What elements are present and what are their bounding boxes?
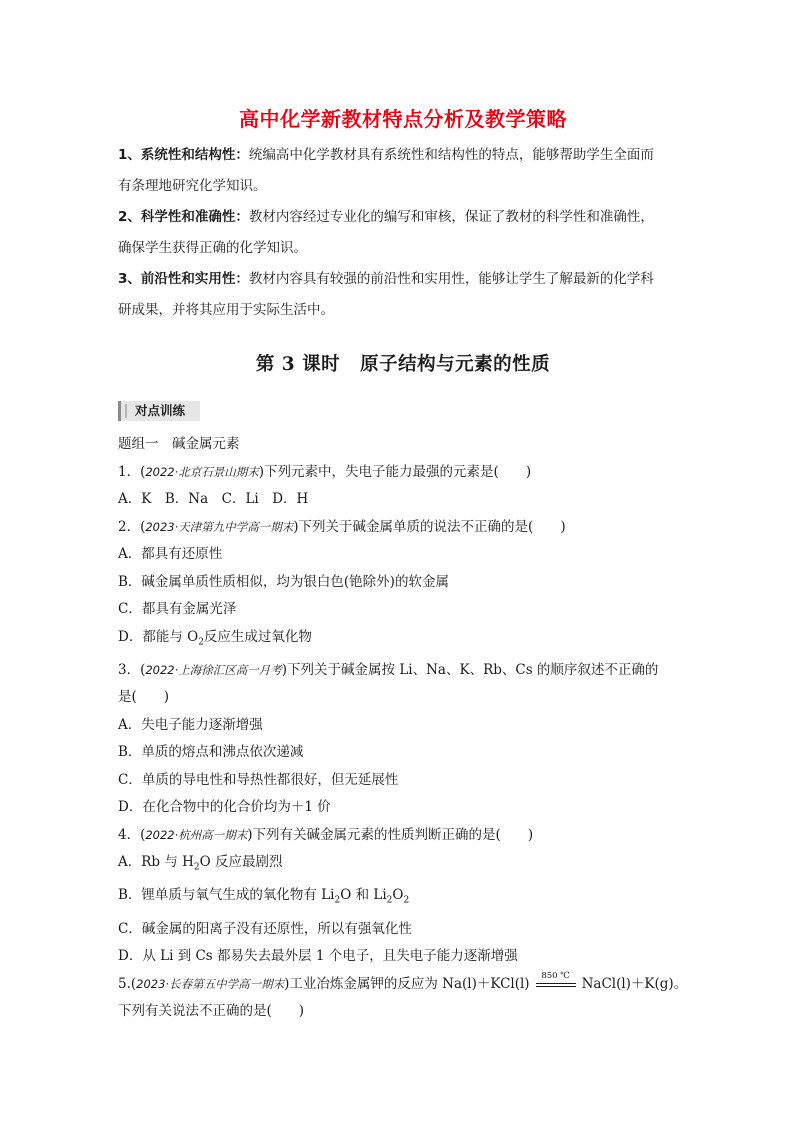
question-5-stem-cont: 下列有关说法不正确的是( )	[118, 1003, 305, 1020]
question-source: 2023·天津第九中学高一期末	[145, 519, 294, 534]
question-2-option-d: D．都能与 $O_2$反应生成过氧化物	[118, 628, 312, 648]
question-4-stem: 4．(2022·杭州高一期末)下列有关碱金属元素的性质判断正确的是( )	[118, 826, 534, 843]
question-source: 2022·北京石景山期末	[145, 464, 259, 479]
question-2-option-c: C．都具有金属光泽	[118, 601, 237, 617]
question-4-option-d: D．从 Li 到 Cs 都易失去最外层 1 个电子，且失电子能力逐渐增强	[118, 948, 518, 965]
questions	[118, 431, 688, 1026]
intro-label: 2、科学性和准确性：	[118, 209, 249, 225]
intro-label: 1、系统性和结构性：	[118, 147, 249, 163]
reaction-equals-sign	[534, 971, 578, 991]
intro-item-2-cont: 确保学生获得正确的化学知识。	[118, 240, 307, 256]
question-source: 2023·长春第五中学高一期末	[136, 976, 285, 991]
question-3-option-a: A．失电子能力逐渐增强	[118, 716, 263, 733]
question-4-option-b: B．锂单质与氧气生成的氧化物有 $Li_2O$ 和 $Li_2O_2$	[118, 887, 410, 907]
question-3-option-d: D．在化合物中的化合价均为＋1 价	[118, 799, 331, 816]
intro-item-3-cont: 研成果，并将其应用于实际生活中。	[118, 302, 334, 318]
question-source: 2022·上海徐汇区高一月考	[145, 662, 282, 677]
question-4-option-c: C．碱金属的阳离子没有还原性，所以有强氧化性	[118, 920, 412, 937]
question-4-option-a: A．Rb 与 $H_2O$ 反应最剧烈	[118, 854, 283, 873]
question-3-option-b: B．单质的熔点和沸点依次递减	[118, 744, 304, 761]
reaction-condition: 850 ℃	[541, 971, 570, 982]
question-3-option-c: C．单质的导电性和导热性都很好，但无延展性	[118, 771, 399, 788]
intro-label: 3、前沿性和实用性：	[118, 271, 249, 287]
lesson-title: 第 3 课时 原子结构与元素的性质	[255, 354, 551, 375]
intro-item-2: 2、科学性和准确性：教材内容经过专业化的编写和审核，保证了教材的科学性和准确性，	[118, 209, 654, 225]
question-3-stem-cont: 是( )	[118, 689, 170, 706]
question-2-option-a: A．都具有还原性	[118, 546, 223, 562]
question-3-stem: 3．(2022·上海徐汇区高一月考)下列关于碱金属按 Li、Na、K、Rb、Cs 的顺序叙述不正确的	[118, 661, 659, 678]
question-source: 2022·杭州高一期末	[145, 827, 248, 842]
intro-section	[118, 140, 688, 326]
group-title: 题组一 碱金属元素	[118, 436, 240, 452]
intro-item-1: 1、系统性和结构性：统编高中化学教材具有系统性和结构性的特点，能够帮助学生全面而	[118, 147, 654, 163]
main-title: 高中化学新教材特点分析及教学策略	[239, 107, 567, 131]
section-tag: 对点训练	[118, 401, 200, 421]
question-1-options: A．K B．Na C．Li D．H	[118, 491, 309, 507]
intro-item-1-cont: 有条理地研究化学知识。	[118, 178, 267, 194]
question-1-stem: 1．(2022·北京石景山期末)下列元素中，失电子能力最强的元素是( )	[118, 463, 532, 480]
question-2-stem: 2．(2023·天津第九中学高一期末)下列关于碱金属单质的说法不正确的是( )	[118, 518, 566, 535]
intro-item-3: 3、前沿性和实用性：教材内容具有较强的前沿性和实用性，能够让学生了解最新的化学科	[118, 271, 654, 287]
question-5-stem: 5.(2023·长春第五中学高一期末)工业冶炼金属钾的反应为 Na(l)＋KCl(l) 850 ℃ NaCl(l)＋K(g)。	[118, 971, 688, 992]
question-2-option-b: B．碱金属单质性质相似，均为银白色(铯除外)的软金属	[118, 573, 449, 590]
